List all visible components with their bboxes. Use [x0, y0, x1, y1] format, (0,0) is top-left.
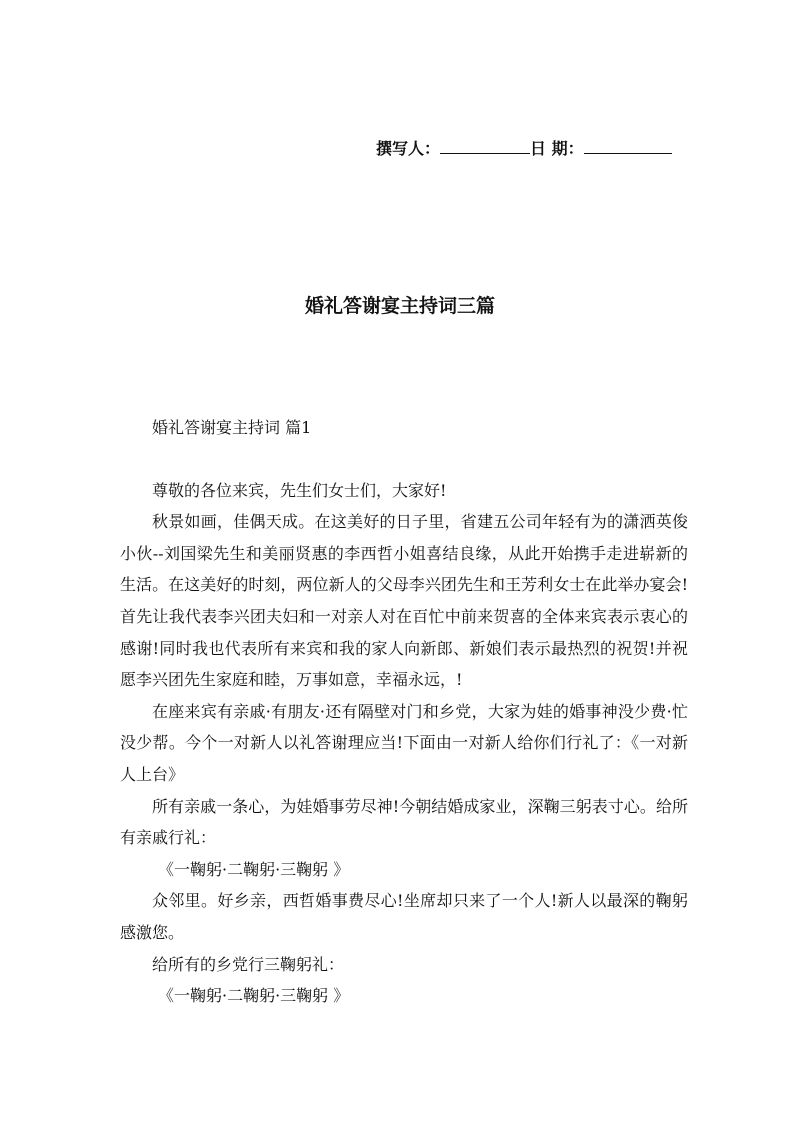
- paragraph-guests: 在座来宾有亲戚·有朋友·还有隔壁对门和乡党，大家为娃的婚事神没少费·忙没少帮。今个一对新人以礼答谢理应当!下面由一对新人给你们行礼了：《一对新人上台》: [120, 701, 688, 784]
- bow-instruction-villagers: 《一鞠躬·二鞠躬·三鞠躬 》: [158, 986, 350, 1006]
- document-body: [120, 412, 688, 1012]
- paragraph-relatives: 所有亲戚一条心，为娃婚事劳尽神!今朝结婚成家业，深鞠三躬表寸心。给所有亲戚行礼：: [120, 796, 688, 848]
- section-heading: 婚礼答谢宴主持词 篇1: [152, 418, 312, 437]
- document-title: 婚礼答谢宴主持词三篇: [304, 295, 495, 317]
- bow-instruction-relatives: 《一鞠躬·二鞠躬·三鞠躬 》: [158, 859, 350, 879]
- paragraph-villagers: 给所有的乡党行三鞠躬礼：: [152, 954, 345, 974]
- author-label: 撰写人：: [376, 139, 441, 158]
- date-blank: [584, 137, 672, 154]
- paragraph-introduction: 秋景如画，佳偶天成。在这美好的日子里，省建五公司年轻有为的潇洒英俊小伙--刘国梁先生和美丽贤惠的李西哲小姐喜结良缘，从此开始携手走进崭新的生活。在这美好的时刻，两位新人的父母李兴团先生和王芳利女士在此举办宴会!首先让我代表李兴团夫妇和一对亲人对在百忙中前来贺喜的全体来宾表示衷心的感谢!同时我也代表所有来宾和我的家人向新郎、新娘们表示最热烈的祝贺!并祝愿李兴团先生家庭和睦，万事如意，幸福永远，!: [120, 512, 688, 690]
- date-label: 日 期：: [530, 139, 584, 158]
- paragraph-neighbors: 众邻里。好乡亲，西哲婚事费尽心!坐席却只来了一个人!新人以最深的鞠躬感激您。: [120, 891, 688, 942]
- author-date-line: [376, 137, 686, 161]
- paragraph-greeting: 尊敬的各位来宾，先生们女士们，大家好!: [152, 480, 447, 500]
- author-blank: [440, 137, 530, 154]
